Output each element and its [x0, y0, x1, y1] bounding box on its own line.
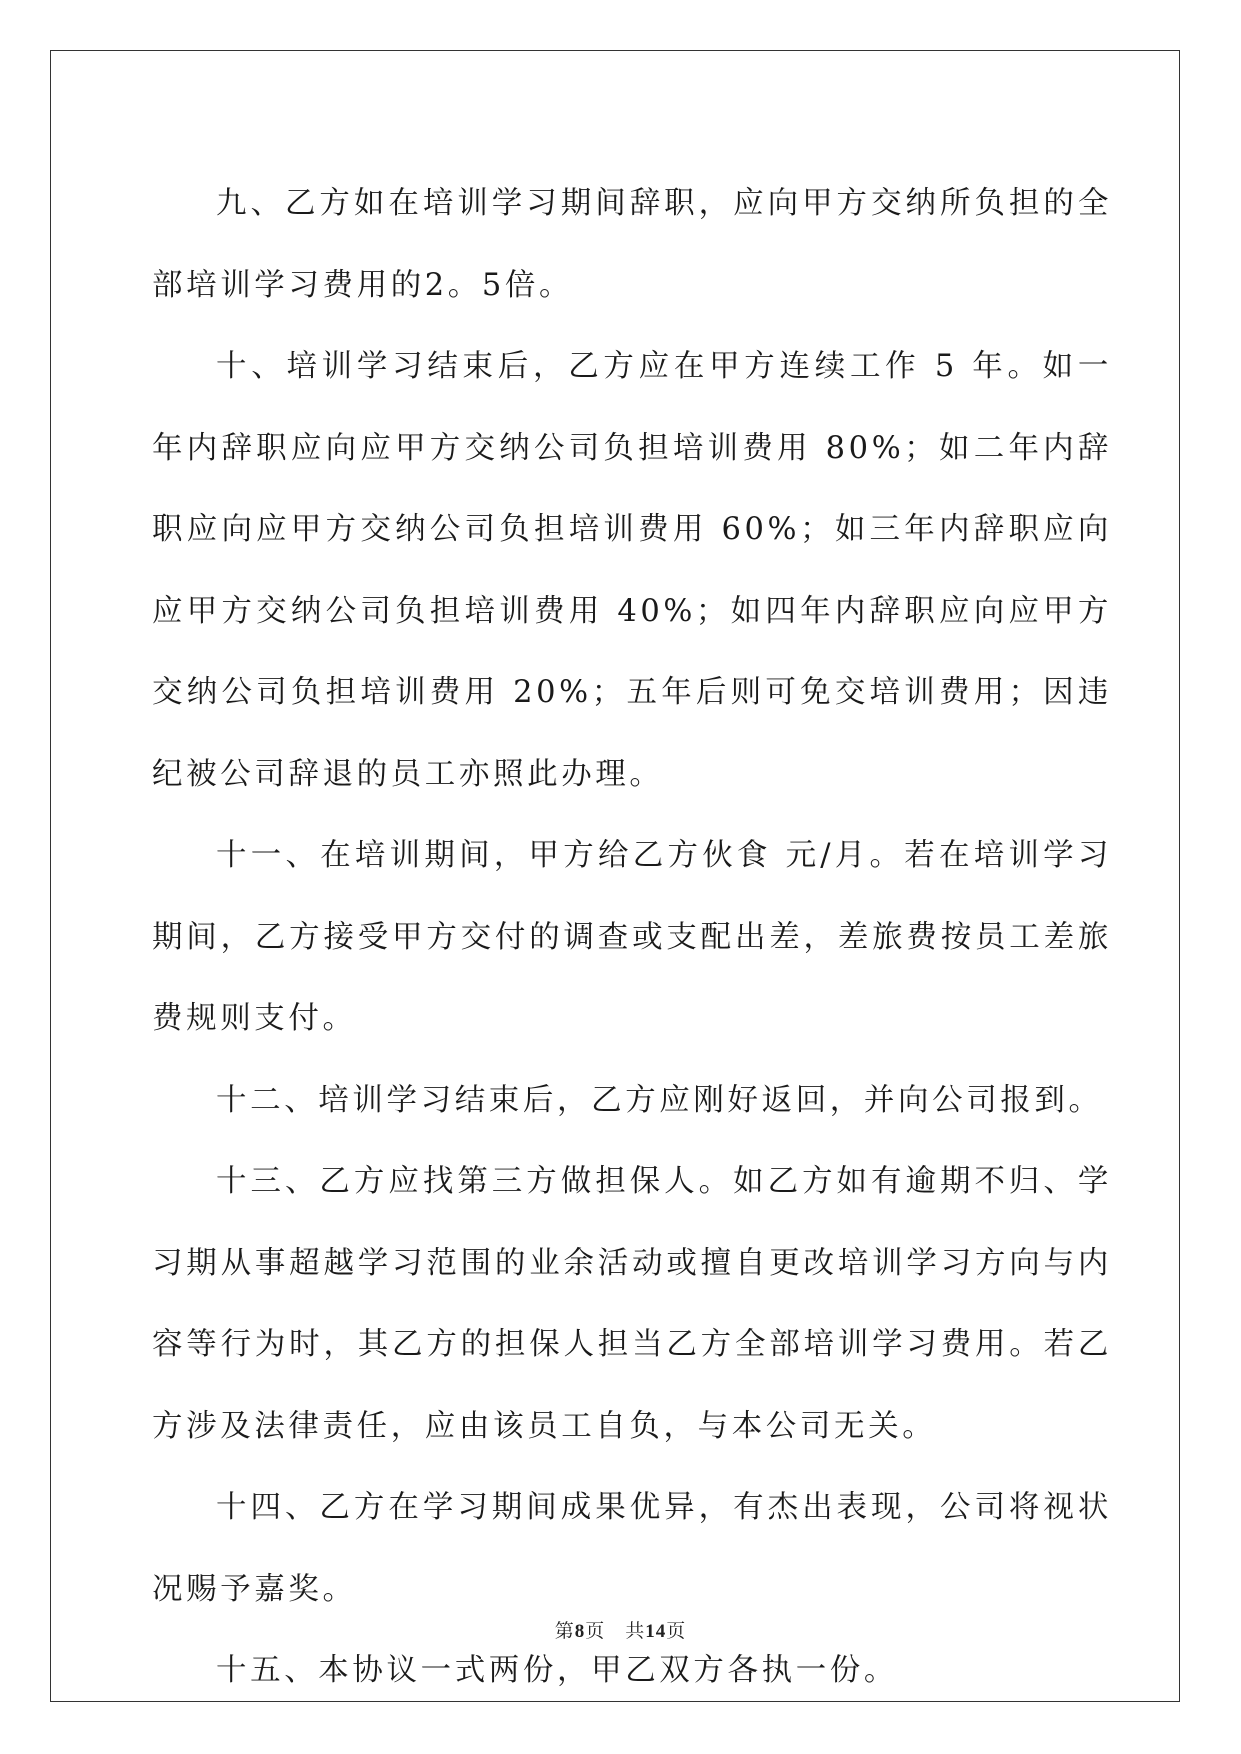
total-pages: 14 — [645, 1621, 667, 1642]
page-footer — [0, 1616, 1241, 1643]
clause-13: 十三、乙方应找第三方做担保人。如乙方如有逾期不归、学习期从事超越学习范围的业余活动或擅自更改培训学习方向与内容等行为时，其乙方的担保人担当乙方全部培训学习费用。若乙方涉及法律责任，应由该员工自负，与本公司无关。 — [152, 1164, 1112, 1444]
page-suffix: 页 — [585, 1621, 606, 1642]
document-body — [152, 163, 1112, 1712]
page-prefix: 第 — [554, 1621, 575, 1642]
clause-11: 十一、在培训期间，甲方给乙方伙食 元/月。若在培训学习期间，乙方接受甲方交付的调查或支配出差，差旅费按员工差旅费规则支付。 — [152, 838, 1112, 1036]
clause-15: 十五、本协议一式两份，甲乙双方各执一份。 — [216, 1653, 898, 1688]
page-number: 8 — [574, 1621, 586, 1642]
clause-10: 十、培训学习结束后，乙方应在甲方连续工作 5 年。如一年内辞职应向应甲方交纳公司负担培训费用 80%；如二年内辞职应向应甲方交纳公司负担培训费用 60%；如三年内辞职应向应甲方交纳公司负担培训费用 40%；如四年内辞职应向应甲方交纳公司负担培训费用 20%；五年后则可免交培训费用；因违纪被公司辞退的员工亦照此办理。 — [152, 349, 1112, 792]
clause-14: 十四、乙方在学习期间成果优异，有杰出表现，公司将视状况赐予嘉奖。 — [152, 1490, 1112, 1607]
total-suffix: 页 — [666, 1621, 687, 1642]
total-prefix: 共 — [625, 1621, 646, 1642]
clause-9: 九、乙方如在培训学习期间辞职，应向甲方交纳所负担的全部培训学习费用的2。5倍。 — [152, 186, 1112, 303]
clause-12: 十二、培训学习结束后，乙方应刚好返回，并向公司报到。 — [216, 1082, 1103, 1118]
